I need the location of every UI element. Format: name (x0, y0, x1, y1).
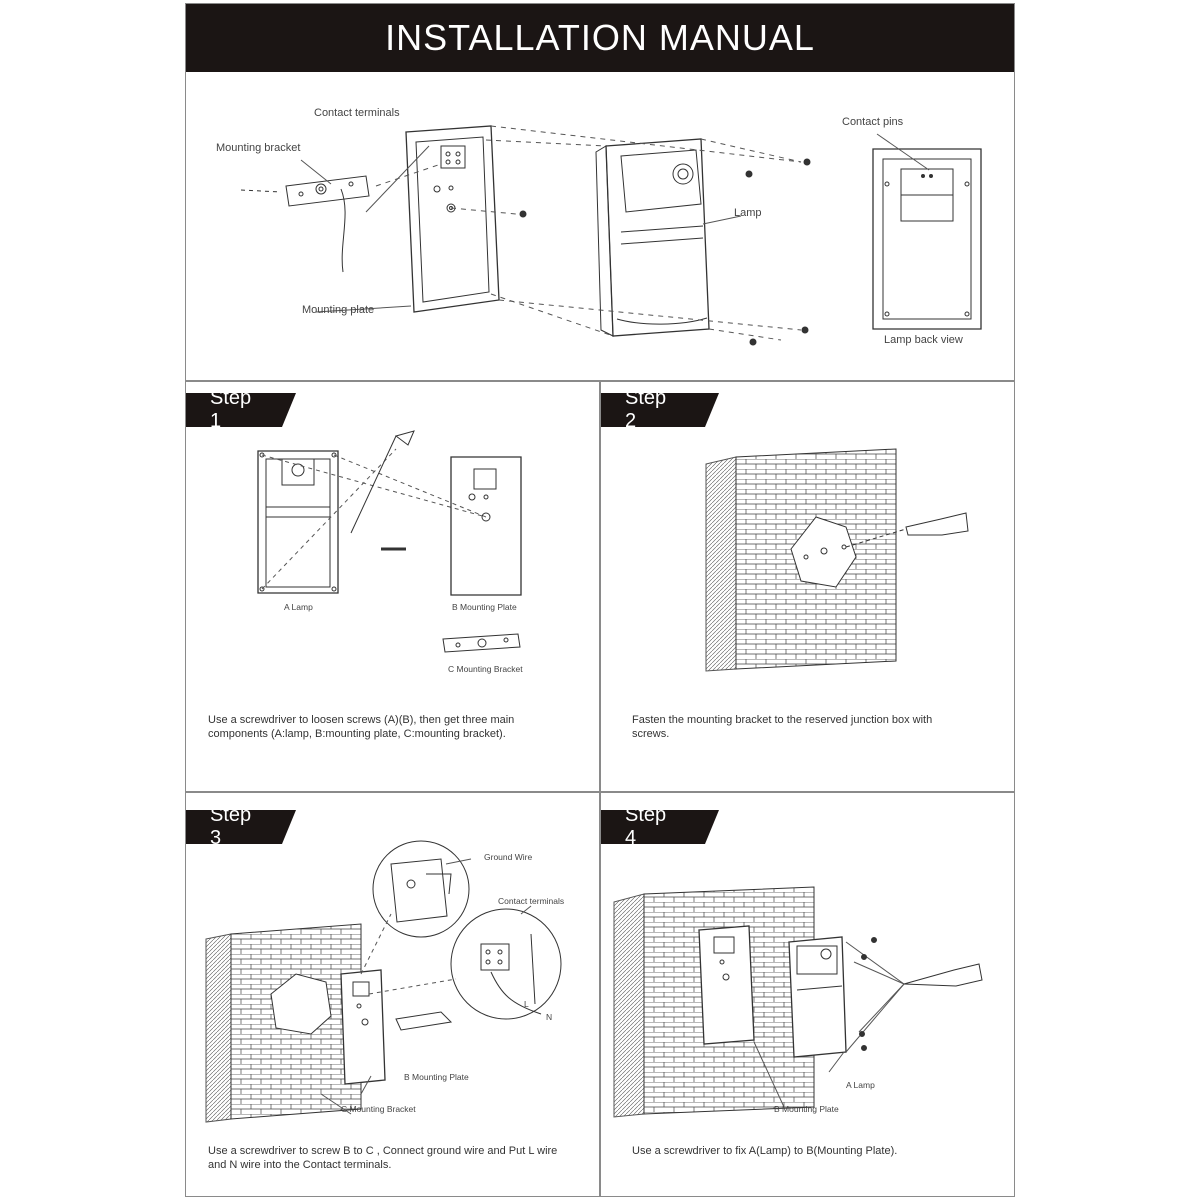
step-1-label-a: A Lamp (284, 602, 313, 612)
step-2-description: Fasten the mounting bracket to the reserved junction box with screws. (632, 714, 933, 740)
label-mounting-bracket: Mounting bracket (216, 142, 301, 154)
label-lamp: Lamp (734, 207, 762, 219)
step-3-label-ground-wire: Ground Wire (484, 852, 533, 862)
step-4-diagram (614, 882, 1004, 1122)
lamp-step4-drawing (789, 937, 846, 1057)
step-1-label-b: B Mounting Plate (452, 602, 517, 612)
step-3-label-c: C Mounting Bracket (341, 1104, 416, 1114)
label-contact-terminals: Contact terminals (314, 107, 400, 119)
step-1-description: Use a screwdriver to loosen screws (A)(B), then get three main components (A:lamp, B:mounting plate, C:mounting bracket). (208, 714, 515, 740)
divider-vertical (599, 380, 601, 1196)
mounting-plate-step4-drawing (699, 926, 754, 1044)
lamp-back-view-drawing (873, 149, 981, 329)
manual-sheet (185, 3, 1015, 1197)
step-3-label-b: B Mounting Plate (404, 1072, 469, 1082)
label-lamp-back-view: Lamp back view (884, 334, 963, 346)
mounting-plate-step3-drawing (341, 970, 385, 1084)
step-3-label-contact-terminals: Contact terminals (498, 896, 565, 906)
title-bar (186, 4, 1014, 72)
step-4-label-a: A Lamp (846, 1080, 875, 1090)
step-3-label-n: N (546, 1012, 553, 1022)
label-mounting-plate: Mounting plate (302, 304, 375, 316)
label-contact-pins: Contact pins (842, 116, 904, 128)
screwdriver-drawing-4 (904, 964, 982, 986)
step-3-label-l: L (524, 999, 529, 1009)
screwdriver-drawing (906, 513, 968, 535)
contact-terminals-zoom-circle (451, 909, 561, 1019)
step-4-description: Use a screwdriver to fix A(Lamp) to B(Mounting Plate). (632, 1145, 898, 1157)
step-2-diagram (696, 439, 996, 679)
step-4-tag: Step 4 (601, 810, 705, 844)
mounting-plate-front-drawing (451, 457, 521, 595)
step-1-tag: Step 1 (186, 393, 282, 427)
step-1-diagram (246, 429, 576, 679)
screwdriver-drawing-3 (396, 1012, 451, 1030)
mounting-bracket-drawing (241, 176, 369, 272)
step-3-tag: Step 3 (186, 810, 282, 844)
step-3-diagram (201, 844, 591, 1124)
lamp-drawing (596, 139, 709, 336)
mounting-bracket-front-drawing (443, 634, 520, 652)
step-1-label-c: C Mounting Bracket (448, 664, 523, 674)
ground-wire-zoom-circle (373, 841, 469, 937)
exploded-view-diagram (201, 104, 1001, 374)
step-3-description: Use a screwdriver to screw B to C , Connect ground wire and Put L wire and N wire into the Contact terminals. (208, 1145, 558, 1171)
step-4-label-b: B Mounting Plate (774, 1104, 839, 1114)
page-title: INSTALLATION MANUAL (385, 17, 815, 58)
mounting-plate-drawing (406, 126, 499, 312)
step-2-tag: Step 2 (601, 393, 705, 427)
